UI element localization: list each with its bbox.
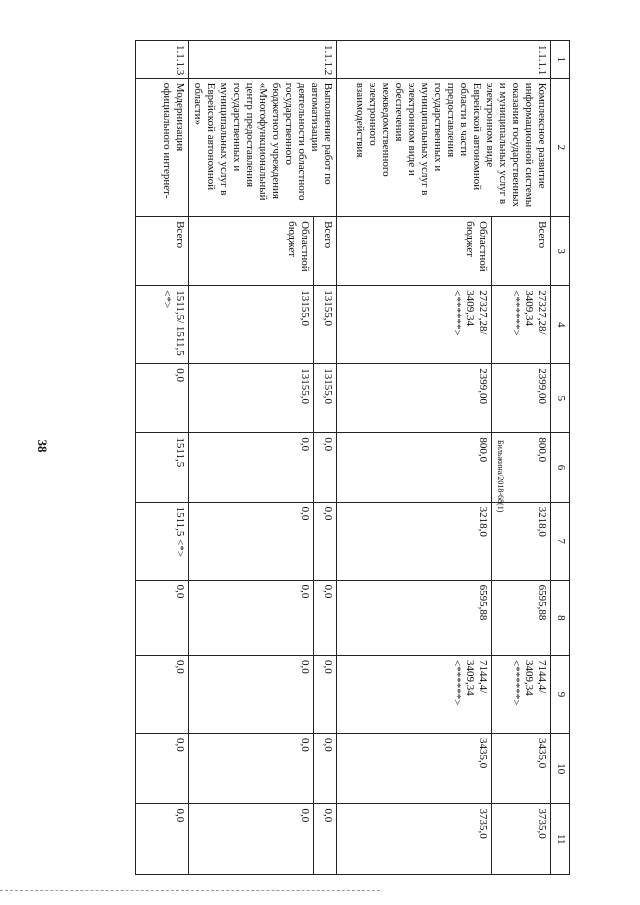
value-cell: 0,0 xyxy=(314,656,337,734)
value-cell: 13155,0 xyxy=(189,286,314,364)
value-cell: 0,0 xyxy=(314,580,337,655)
value-cell: 2399,00 xyxy=(492,364,551,433)
value-cell: 800,0 xyxy=(492,433,551,502)
value-cell: 3435,0 xyxy=(337,734,492,804)
value-cell: 800,0 xyxy=(337,433,492,502)
row-code: 1.1.1.2 xyxy=(189,41,337,79)
value-cell: 0,0 xyxy=(189,433,314,502)
value-cell: 0,0 xyxy=(189,580,314,655)
scan-edge-line xyxy=(0,890,380,891)
budget-table xyxy=(135,40,570,875)
funding-source: Областной бюджет xyxy=(337,217,492,286)
header-cell: 8 xyxy=(551,580,570,655)
page-number: 38 xyxy=(35,439,50,453)
value-cell: 0,0 xyxy=(136,804,189,875)
header-cell: 7 xyxy=(551,502,570,580)
value-cell: 0,0 xyxy=(314,433,337,502)
funding-source: Всего xyxy=(136,217,189,286)
value-cell: 3218,0 xyxy=(337,502,492,580)
value-cell: 0,0 xyxy=(136,734,189,804)
table-row xyxy=(314,41,337,875)
budget-table-wrapper xyxy=(135,40,570,875)
funding-source: Всего xyxy=(314,217,337,286)
header-row xyxy=(551,41,570,875)
value-cell: 3735,0 xyxy=(492,804,551,875)
row-code: 1.1.1.3 xyxy=(136,41,189,79)
table-row xyxy=(492,41,551,875)
value-cell: 1511,5/ 1511,5 <*> xyxy=(136,286,189,364)
value-cell: 1511,5 xyxy=(136,433,189,502)
funding-source: Областной бюджет xyxy=(189,217,314,286)
header-cell: 4 xyxy=(551,286,570,364)
header-cell: 6 xyxy=(551,433,570,502)
row-name: Комплексное развитие информационной системы оказания государственных и муниципальных услуг в электронном виде Еврейской автономной области в части предоставления государственных и муниципальных услуг в электронном виде и обеспечения межведомственного электронного взаимодействия xyxy=(337,78,551,216)
value-cell: 1511,5 <*> xyxy=(136,502,189,580)
value-cell: 3735,0 xyxy=(337,804,492,875)
header-cell: 10 xyxy=(551,734,570,804)
funding-source: Всего xyxy=(492,217,551,286)
header-cell: 5 xyxy=(551,364,570,433)
value-cell: 6595,88 xyxy=(492,580,551,655)
header-cell: 1 xyxy=(551,41,570,79)
value-cell: 0,0 xyxy=(136,364,189,433)
value-cell: 7144,4/ 3409,34 <******> xyxy=(492,656,551,734)
value-cell: 13155,0 xyxy=(314,364,337,433)
header-cell: 3 xyxy=(551,217,570,286)
row-code: 1.1.1.1 xyxy=(337,41,551,79)
value-cell: 0,0 xyxy=(314,502,337,580)
value-cell: 27327,28/ 3409,34 <******> xyxy=(337,286,492,364)
row-name: Выполнение работ по автоматизации деятельности областного государственного бюджетного учреждения «Многофункциональный центр предоставления государственных и муниципальных услуг в Еврейской автономной области» xyxy=(189,78,337,216)
value-cell: 0,0 xyxy=(314,734,337,804)
value-cell: 0,0 xyxy=(189,734,314,804)
value-cell: 13155,0 xyxy=(314,286,337,364)
value-cell: 3218,0 xyxy=(492,502,551,580)
row-name: Модернизация официального интернет- xyxy=(136,78,189,216)
value-cell: 0,0 xyxy=(136,580,189,655)
value-cell: 0,0 xyxy=(189,502,314,580)
header-cell: 9 xyxy=(551,656,570,734)
value-cell: 0,0 xyxy=(314,804,337,875)
value-cell: 13155,0 xyxy=(189,364,314,433)
value-cell: 7144,4/ 3409,34 <******> xyxy=(337,656,492,734)
header-cell: 2 xyxy=(551,78,570,216)
value-cell: 0,0 xyxy=(189,656,314,734)
value-cell: 0,0 xyxy=(189,804,314,875)
table-row xyxy=(136,41,189,875)
value-cell: 3435,0 xyxy=(492,734,551,804)
value-cell: 27327,28/ 3409,34 <******> xyxy=(492,286,551,364)
header-cell: 11 xyxy=(551,804,570,875)
value-cell: 6595,88 xyxy=(337,580,492,655)
value-cell: 2399,00 xyxy=(337,364,492,433)
document-code: Бильжина/2018-68(1) xyxy=(496,440,505,513)
value-cell: 0,0 xyxy=(136,656,189,734)
